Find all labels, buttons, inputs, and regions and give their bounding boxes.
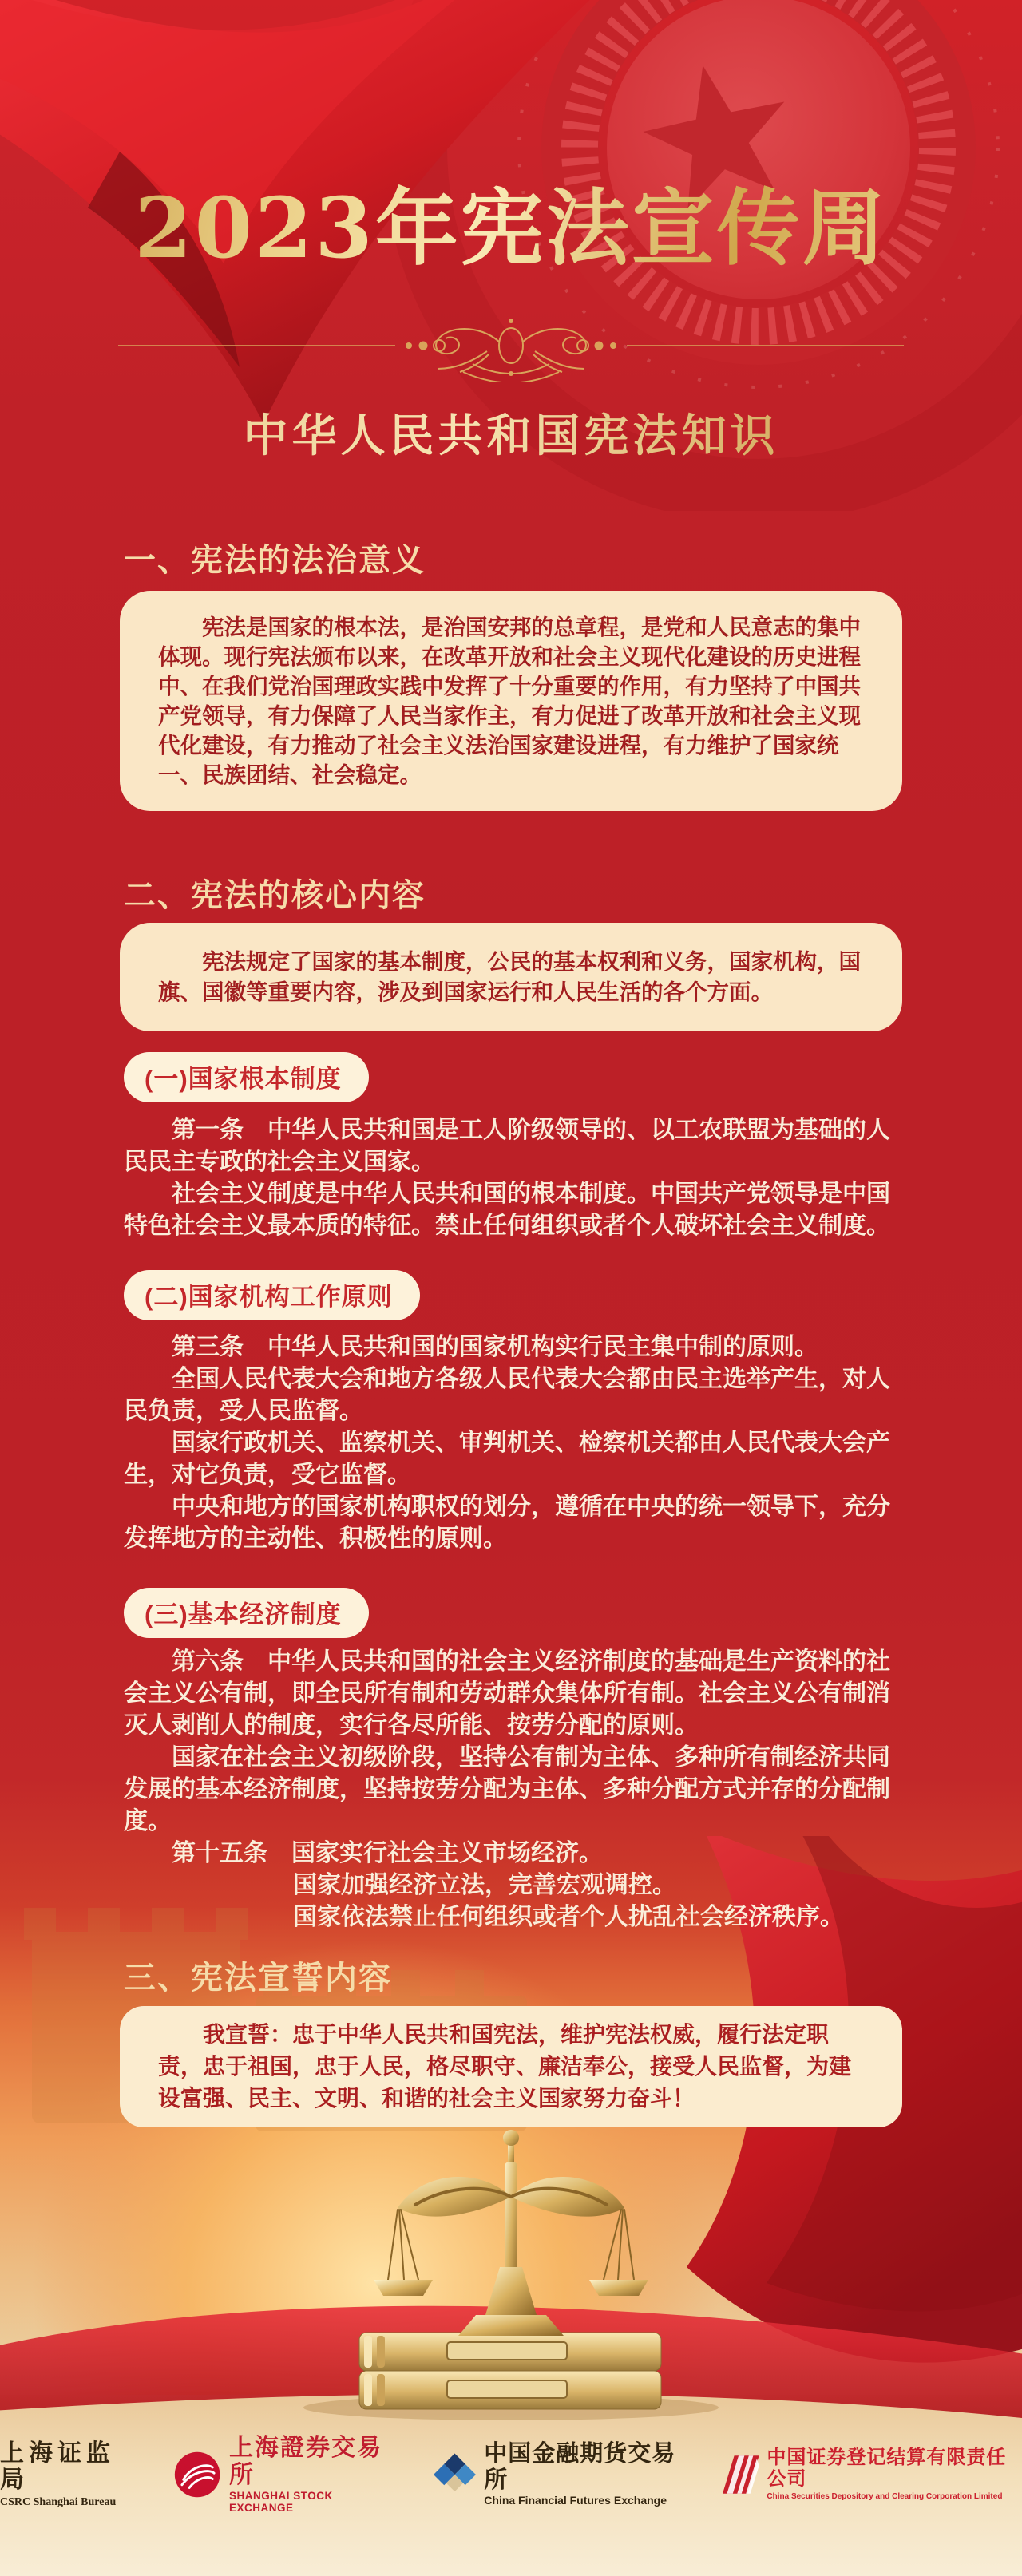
section-1-heading: 一、宪法的法治意义	[124, 543, 426, 578]
sse-name-cn: 上海證券交易所	[228, 2434, 382, 2489]
law-paragraph: 第十五条 国家实行社会主义市场经济。	[172, 1840, 603, 1866]
section-1-box	[120, 591, 902, 811]
law-paragraph: 第六条 中华人民共和国的社会主义经济制度的基础是生产资料的社会主义公有制，即全民所有制和劳动群众集体所有制。社会主义公有制消灭人剥削人的制度，实行各尽所能、按劳分配的原则。	[124, 1648, 890, 1739]
csdc-logo-icon	[723, 2452, 759, 2497]
csrc-shanghai-name-en: CSRC Shanghai Bureau	[0, 2495, 117, 2508]
sse-logo-icon	[173, 2448, 221, 2501]
subsection-2-badge: (二)国家机构工作原则	[124, 1270, 420, 1320]
law-paragraph: 国家在社会主义初级阶段，坚持公有制为主体、多种所有制经济共同发展的基本经济制度，坚持按劳分配为主体、多种分配方式并存的分配制度。	[124, 1744, 890, 1834]
law-paragraph: 第一条 中华人民共和国是工人阶级领导的、以工农联盟为基础的人民民主专政的社会主义国家。	[124, 1117, 890, 1175]
books-icon	[359, 2333, 661, 2409]
poster-subtitle: 中华人民共和国宪法知识	[0, 401, 1022, 465]
cffex-logo	[434, 2441, 680, 2507]
csrc-shanghai-name-cn: 上海证监局	[0, 2439, 115, 2494]
csdc-logo	[723, 2447, 1022, 2501]
section-2-box-text: 宪法规定了国家的基本制度，公民的基本权利和义务，国家机构，国旗、国徽等重要内容，涉及到国家运行和人民生活的各个方面。	[158, 949, 861, 1004]
divider-ornament-icon	[112, 310, 910, 382]
cffex-name-en: China Financial Futures Exchange	[484, 2494, 667, 2507]
oath-text: 我宣誓：忠于中华人民共和国宪法，维护宪法权威，履行法定职责，忠于祖国，忠于人民，格尽职守、廉洁奉公，接受人民监督，为建设富强、民主、文明、和谐的社会主义国家努力奋斗！	[158, 2022, 852, 2111]
section-3-box	[120, 2006, 902, 2127]
subsection-1-badge: (一)国家根本制度	[124, 1052, 369, 1102]
csdc-name-en: China Securities Depository and Clearing Corporation Limited	[766, 2491, 1003, 2501]
section-3-heading: 三、宪法宣誓内容	[124, 1961, 392, 1996]
section-2-heading: 二、宪法的核心内容	[124, 878, 426, 913]
csdc-name-cn: 中国证券登记结算有限责任公司	[766, 2447, 1007, 2491]
law-paragraph: 国家加强经济立法，完善宏观调控。	[293, 1872, 676, 1898]
subsection-2-text	[124, 1332, 905, 1555]
subsection-1-text	[124, 1114, 905, 1242]
law-paragraph: 国家依法禁止任何组织或者个人扰乱社会经济秩序。	[293, 1904, 844, 1930]
poster-title: 2023年宪法宣传周	[0, 161, 1022, 281]
law-paragraph: 全国人民代表大会和地方各级人民代表大会都由民主选举产生，对人民负责，受人民监督。	[124, 1366, 890, 1424]
subsection-3-badge: (三)基本经济制度	[124, 1588, 369, 1638]
section-2-box	[120, 923, 902, 1031]
law-paragraph: 中央和地方的国家机构职权的划分，遵循在中央的统一领导下，充分发挥地方的主动性、积极性的原则。	[124, 1494, 890, 1552]
law-paragraph: 国家行政机关、监察机关、审判机关、检察机关都由人民代表大会产生，对它负责，受它监督。	[124, 1430, 890, 1488]
sse-logo	[173, 2435, 393, 2514]
subsection-3-text	[124, 1646, 905, 1933]
cffex-logo-icon	[434, 2451, 476, 2498]
section-1-box-text: 宪法是国家的根本法，是治国安邦的总章程，是党和人民意志的集中体现。现行宪法颁布以来，在改革开放和社会主义现代化建设的历史进程中、在我们党治国理政实践中发挥了十分重要的作用，有力坚持了中国共产党领导，有力保障了人民当家作主，有力促进了改革开放和社会主义现代化建设，有力推动了社会主义法治国家建设进程，有力维护了国家统一、民族团结、社会稳定。	[158, 615, 861, 787]
csrc-shanghai-logo	[0, 2440, 132, 2509]
sse-name-en: SHANGHAI STOCK EXCHANGE	[228, 2490, 333, 2515]
law-paragraph: 第三条 中华人民共和国的国家机构实行民主集中制的原则。	[172, 1334, 818, 1360]
cffex-name-cn: 中国金融期货交易所	[484, 2441, 676, 2493]
law-paragraph: 社会主义制度是中华人民共和国的根本制度。中国共产党领导是中国特色社会主义最本质的特征。禁止任何组织或者个人破坏社会主义制度。	[124, 1181, 890, 1239]
footer-logos	[0, 2435, 1022, 2514]
